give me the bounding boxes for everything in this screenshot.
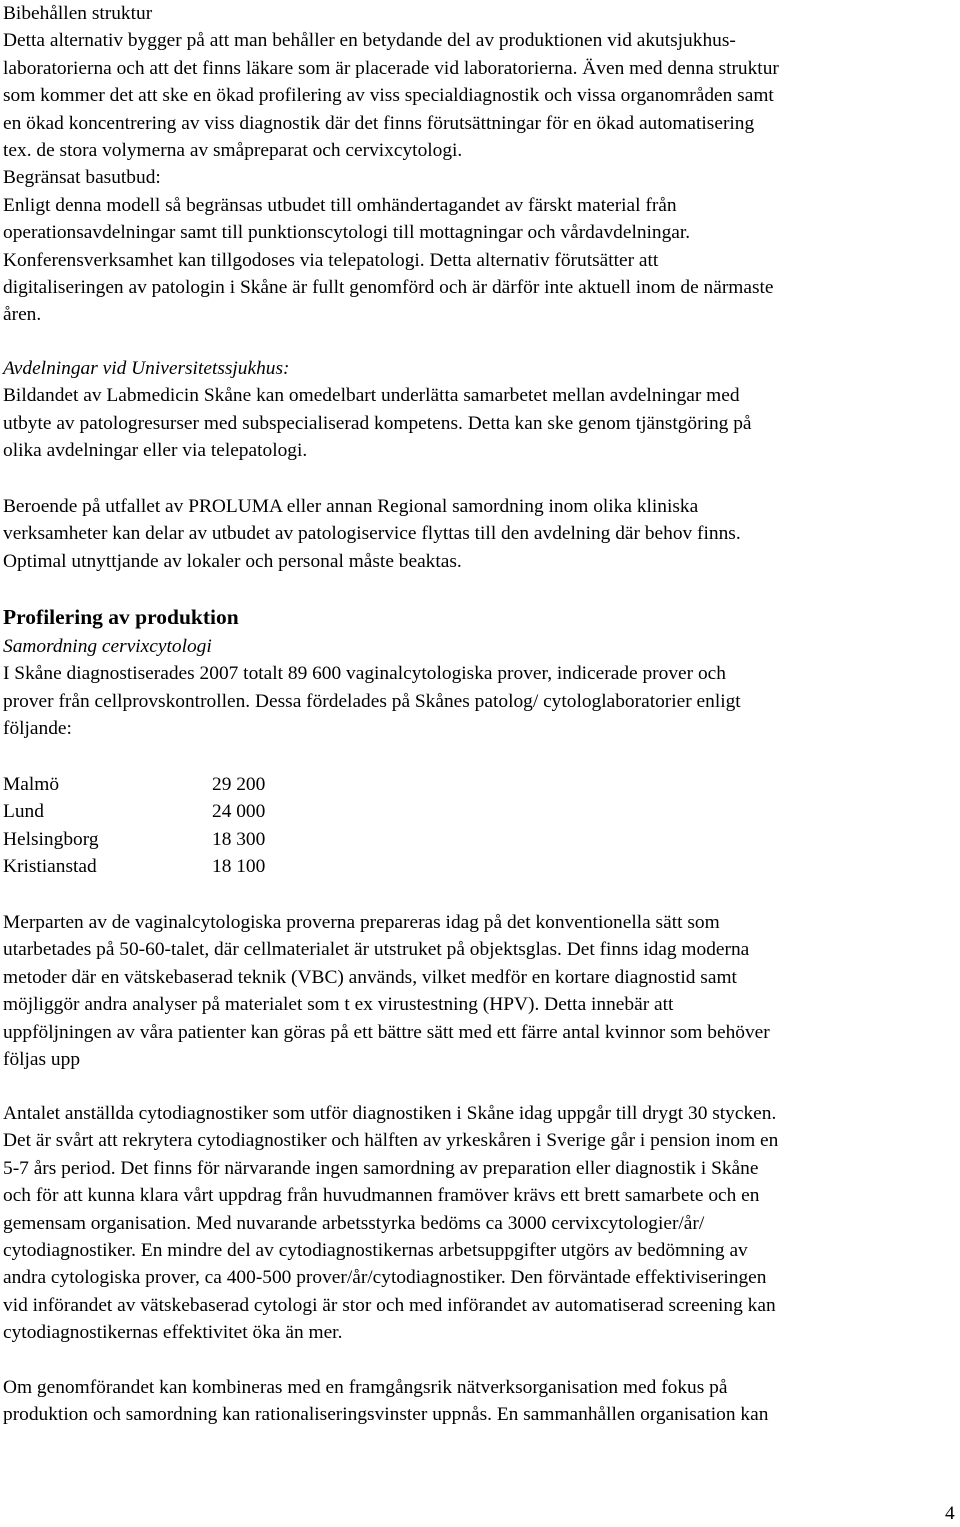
paragraph-line: åren.	[3, 304, 42, 326]
paragraph-proluma	[3, 493, 955, 575]
paragraph-line: andra cytologiska prover, ca 400-500 prover/år/cytodiagnostiker. Den förväntade effektiviseringen	[3, 1267, 767, 1289]
section-heading: Begränsat basutbud:	[3, 167, 161, 189]
paragraph-line: Merparten av de vaginalcytologiska proverna prepareras idag på det konventionella sätt som	[3, 912, 720, 933]
table-cell-city: Malmö	[3, 774, 60, 795]
paragraph-line: operationsavdelningar samt till punktionscytologi till mottagningar och vårdavdelningar.	[3, 222, 691, 244]
paragraph-line: produktion och samordning kan rationaliseringsvinster uppnås. En sammanhållen organisation kan	[3, 1404, 769, 1426]
paragraph-line: som kommer det att ske en ökad profilering av viss specialdiagnostik och vissa organområden samt	[3, 85, 774, 107]
paragraph-line: prover från cellprovskontrollen. Dessa fördelades på Skånes patolog/ cytologlaboratorier enligt	[3, 690, 741, 712]
table-row	[3, 771, 955, 798]
paragraph-line: en ökad koncentrering av viss diagnostik där det finns förutsättningar för en ökad automatisering	[3, 112, 755, 134]
paragraph-line: Bildandet av Labmedicin Skåne kan omedelbart underlätta samarbetet mellan avdelningar med	[3, 385, 740, 407]
section-bibehallen-struktur	[3, 0, 955, 164]
section-avdelningar	[3, 355, 955, 465]
paragraph-line: 5-7 års period. Det finns för närvarande ingen samordning av preparation eller diagnostik i Skåne	[3, 1157, 759, 1179]
page-number: 4	[945, 1503, 955, 1524]
paragraph-line: och för att kunna klara vårt uppdrag från huvudmannen framöver krävs ett brett samarbete och en	[3, 1185, 760, 1207]
paragraph-line: utbyte av patologresurser med subspecialiserad kompetens. Detta kan ske genom tjänstgöring på	[3, 412, 752, 434]
subsection-samordning	[3, 633, 955, 743]
paragraph-line: cytodiagnostikernas effektivitet öka än mer.	[3, 1322, 343, 1344]
subsection-heading: Samordning cervixcytologi	[3, 636, 212, 657]
paragraph-line: tex. de stora volymerna av småpreparat och cervixcytologi.	[3, 140, 463, 162]
paragraph-line: verksamheter kan delar av utbudet av patologiservice flyttas till den avdelning där behov finns.	[3, 523, 741, 545]
table-row	[3, 853, 955, 880]
paragraph-antalet	[3, 1100, 955, 1347]
paragraph-line: Detta alternativ bygger på att man behåller en betydande del av produktionen vid akutsjukhus-	[3, 30, 736, 52]
table-cell-count: 18 300	[212, 828, 266, 850]
paragraph-line: följas upp	[3, 1049, 81, 1071]
table-row	[3, 826, 955, 853]
paragraph-line: Om genomförandet kan kombineras med en framgångsrik nätverksorganisation med fokus på	[3, 1377, 728, 1398]
table-cell-count: 24 000	[212, 801, 266, 823]
section-title: Profilering av produktion	[3, 605, 239, 629]
paragraph-om-genomforandet	[3, 1374, 955, 1429]
section-profilering	[3, 604, 955, 631]
section-heading: Bibehållen struktur	[3, 3, 153, 24]
paragraph-line: cytodiagnostiker. En mindre del av cytodiagnostikernas arbetsuppgifter utgörs av bedömning av	[3, 1240, 748, 1262]
table-cell-city: Kristianstad	[3, 856, 97, 878]
paragraph-merparten	[3, 909, 955, 1073]
paragraph-line: Enligt denna modell så begränsas utbudet till omhändertagandet av färskt material från	[3, 194, 677, 216]
paragraph-line: metoder där en vätskebaserad teknik (VBC) används, vilket medför en kortare diagnostid samt	[3, 966, 737, 988]
paragraph-line: digitaliseringen av patologin i Skåne är fullt genomförd och är därför inte aktuell inom de närmaste	[3, 277, 774, 299]
paragraph-line: Optimal utnyttjande av lokaler och personal måste beaktas.	[3, 550, 462, 572]
paragraph-line: gemensam organisation. Med nuvarande arbetsstyrka bedöms ca 3000 cervixcytologier/år/	[3, 1212, 705, 1234]
table-cell-count: 29 200	[212, 774, 266, 795]
paragraph-line: laboratorierna och att det finns läkare som är placerade vid laboratorierna. Även med denna struktur	[3, 57, 779, 79]
table-row	[3, 798, 955, 825]
paragraph-line: möjliggör andra analyser på materialet som t ex virustestning (HPV). Detta innebär att	[3, 994, 674, 1016]
paragraph-line: Det är svårt att rekrytera cytodiagnostiker och hälften av yrkeskåren i Sverige går i pension inom en	[3, 1130, 779, 1152]
section-heading: Avdelningar vid Universitetssjukhus:	[3, 358, 290, 379]
paragraph-line: Beroende på utfallet av PROLUMA eller annan Regional samordning inom olika kliniska	[3, 496, 699, 517]
paragraph-line: vid införandet av vätskebaserad cytologi är stor och med införandet av automatiserad screening kan	[3, 1294, 776, 1316]
paragraph-line: utarbetades på 50-60-talet, där cellmaterialet är utstruket på objektsglas. Det finns idag moderna	[3, 939, 750, 961]
paragraph-line: uppföljningen av våra patienter kan göras på ett bättre sätt med ett färre antal kvinnor som behöver	[3, 1021, 770, 1043]
table-cell-count: 18 100	[212, 856, 266, 878]
paragraph-line: olika avdelningar eller via telepatologi.	[3, 440, 308, 462]
table-cell-city: Lund	[3, 801, 44, 823]
section-begransat-basutbud	[3, 164, 955, 328]
paragraph-line: I Skåne diagnostiserades 2007 totalt 89 600 vaginalcytologiska prover, indicerade prover och	[3, 663, 726, 685]
paragraph-line: Konferensverksamhet kan tillgodoses via telepatologi. Detta alternativ förutsätter att	[3, 249, 659, 271]
table-cell-city: Helsingborg	[3, 828, 99, 850]
paragraph-line: följande:	[3, 718, 72, 740]
paragraph-line: Antalet anställda cytodiagnostiker som utför diagnostiken i Skåne idag uppgår till drygt 30 stycken.	[3, 1103, 777, 1124]
lab-distribution-table	[3, 771, 955, 881]
